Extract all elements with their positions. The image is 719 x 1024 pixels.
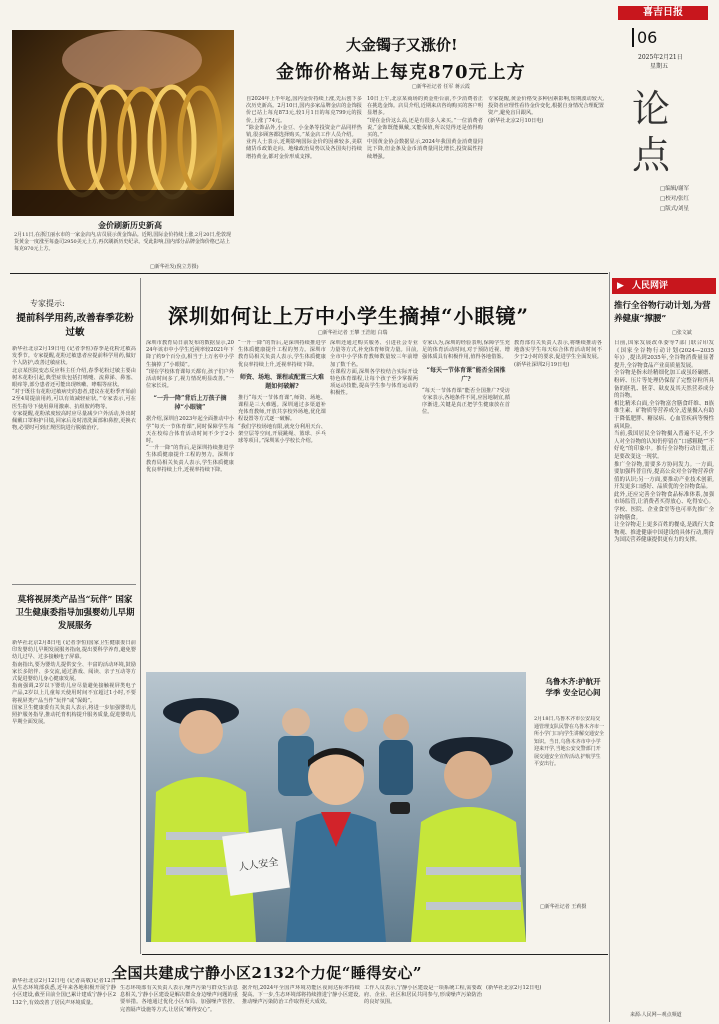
- left-column-body: 新华社北京2月19日电 (记者李恒)春季是花粉过敏高发季节。专家提醒,花粉过敏患者应提前科学用药,做好个人防护,改善过敏症状。 北京某医院变态反应科主任介绍,春季花粉过敏主要由树木花粉引起,典型症状包括打喷嚏、流鼻涕、鼻塞、眼痒等,部分患者还可能出现咳嗽、哮喘等症状。 “对于既往有花粉过敏病史的患者,建议在花粉季开始前2至4周提前用药,可以有效减轻症状。”专家表示,可在医生指导下使用鼻用激素、抗组胺药物等。 专家提醒,花粉浓度较高时应尽量减少户外活动,外出时佩戴口罩和护目镜,回家后及时清洗面部和鼻腔,更换衣物,必要时可到正规医院进行脱敏治疗。: [12, 346, 136, 432]
- bottom-story-col-4: 工作人员表示,宁静小区建设是一项系统工程,需要政府、企业、社区和居民共同参与,形成噪声污染防治的良好氛围。: [364, 985, 482, 1006]
- main-story-subhead-2: 师资、场地、课程或配置三大难题如何破解?: [239, 373, 324, 390]
- bottom-story-col-5: (新华社北京2月12日电): [486, 985, 542, 991]
- photo-caption: 2月18日,乌鲁木齐市公安局交通管理支队民警在乌鲁木齐市一所小学门口向学生讲解交通安全知识。当日,乌鲁木齐市中小学迎来开学,当地公安交警部门开展交通安全宣传活动,护航学生平安出行。: [534, 716, 604, 767]
- bottom-story-col-3: 据介绍,2024年全国声环境功能区夜间达标率持续提高。下一步,生态环境部将持续推进宁静小区建设,推动噪声污染防治工作取得更大成效。: [242, 985, 360, 1006]
- main-story-byline: □新华社记者 王攀 王浩旭 白瑞: [318, 330, 388, 336]
- main-story-col-4: 专家认为,深圳的经验表明,保障学生充足的体育活动时间,对于预防近视、增强体质具有积极作用,值得各地借鉴。 “每天一节体育课”能否全国推广? “每天一节体育课”能否全国推广?受访专家表示,各地条件不同,应因地制宜,循序渐进,关键是真正把学生健康放在首位。: [422, 340, 510, 416]
- left-vertical-divider: [140, 278, 141, 954]
- right-column-source: 来源:人民网—观点频道: [630, 1012, 682, 1018]
- left-column-2-title: 莫将视屏类产品当“玩伴” 国家卫生健康委指导加强婴幼儿早期发展服务: [15, 595, 135, 631]
- issue-date: 2025年2月21日: [638, 54, 683, 61]
- top-story-kicker: 大金镯子又涨价!: [346, 36, 458, 54]
- gold-photo-caption: 2月11日,在浙江丽水市的一家金店内,店员展示黄金饰品。近期,国际金价持续上涨,2月20日,伦敦现货黄金一度涨至每盎司2950美元上方,再次刷新历史纪录。受此影响,国内部分品牌金饰价格已站上每克870元上方。: [14, 232, 232, 252]
- main-story-col-3: 深圳还通过购买服务、引进社会专业力量等方式,补充体育师资力量。目前,全市中小学体育教师数量较三年前增加了数千名。 在课程方面,深圳各学校结合实际开设特色体育课程,让每个孩子至少掌握两项运动技能,提高学生参与体育运动的积极性。: [330, 340, 418, 397]
- main-story-col-1: 深圳市教育局日前发布的数据显示,2024年该市中小学生近视率较2021年下降了约9个百分点,相当于上万名中小学生摘掉了“小眼镜”。 “现在学校体育课每天都有,孩子们户外活动时间多了,视力情况明显改善。”一位家长说。 “一升一降”背后上万孩子摘掉“小眼镜” 据介绍,深圳自2023年起全面推动中小学“每天一节体育课”,同时保障学生每天在校综合体育活动时间不少于2小时。 “一升一降”的背后,是深圳持续推进学生体质健康提升工程的努力。深圳市教育局相关负责人表示,学生体质健康优良率持续上升,近视率持续下降。: [146, 340, 234, 473]
- left-column-2-body: 新华社北京2月8日电 (记者李恒)国家卫生健康委日前印发婴幼儿早期发展服务指南,提出要科学养育,避免婴幼儿过早、过多接触电子屏幕。 指南指出,要为婴幼儿提供安全、丰富的活动环境,鼓励家长多陪伴、多交流,通过游戏、阅读、亲子互动等方式促进婴幼儿身心健康发展。 指南强调,2岁以下婴幼儿应尽量避免接触视屏类电子产品,2岁以上儿童每天使用时间不宜超过1小时,不要将视屏类产品当作“玩伴”或“保姆”。 国家卫生健康委有关负责人表示,将进一步加强婴幼儿照护服务指导,推动托育机构提升服务质量,促进婴幼儿早期全面发展。: [12, 640, 136, 726]
- main-story-col-2: “一升一降”的背后,是深圳持续推进学生体质健康提升工程的努力。深圳市教育局相关负责人表示,学生体质健康优良率持续上升,近视率持续下降。 师资、场地、课程或配置三大难题如何破解? 推行“每天一节体育课”,师资、场地、课程是三大难题。深圳通过多渠道补充体育教师,开放共享校外场地,优化课程设置等方式逐一破解。 “我们学校场地有限,就充分利用天台、架空层等空间,开展跳绳、篮球、乒乓球等项目。”深圳某小学校长介绍。: [238, 340, 326, 445]
- sign-text: 人人安全: [237, 856, 280, 874]
- main-story-subhead-1: “一升一降”背后上万孩子摘掉“小眼镜”: [153, 395, 227, 412]
- section-title: 论点: [632, 87, 673, 177]
- traffic-police-photo: [146, 672, 526, 942]
- left-column-title: 提前科学用药,改善春季花粉过敏: [16, 313, 134, 338]
- right-column-byline: □张文斌: [672, 330, 692, 336]
- top-story-title: 金饰价格站上每克870元上方: [276, 62, 526, 83]
- banner-arrow-icon: ▶: [617, 281, 624, 291]
- left-column-divider: [12, 584, 136, 585]
- gold-photo-caption-title: 金价刷新历史新高: [98, 220, 162, 230]
- bottom-divider: [142, 954, 608, 955]
- main-story-title: 深圳如何让上万中小学生摘掉“小眼镜”: [168, 304, 530, 328]
- masthead: [610, 6, 714, 266]
- bottom-story-col-1: 新华社北京2月12日电 (记者高敬)记者12日从生态环境部获悉,近年来各地积极开展宁静小区建设,截至目前全国已累计建成宁静小区2132个,有效改善了居民声环境质量。: [12, 978, 116, 1006]
- top-story-byline: □新华社记者 任军 蒋云霞: [412, 84, 470, 90]
- bottom-story-col-2: 生态环境部有关负责人表示,噪声污染与群众生活息息相关,宁静小区建设是解决群众身边噪声问题的重要举措。各地通过优化小区布局、加强噪声管控、完善隔声设施等方式,让居民“睡得安心”。: [120, 985, 238, 1013]
- brand-logo: 喜吉日报: [618, 6, 708, 20]
- bangle-illustration: [12, 30, 234, 216]
- bottom-story-title: 全国共建成宁静小区2132个力促“睡得安心”: [112, 964, 423, 982]
- gold-jewelry-photo: [12, 30, 234, 216]
- issue-weekday: 星期五: [650, 63, 669, 70]
- page-number: 06: [632, 28, 657, 47]
- top-story-col-1: 自2024年上半年起,国内金价持续上涨,先后创下多次历史新高。2月10日,国内多家品牌金店的金饰报价已站上每克873元,较1月1日的每克799元的报价,上涨了74元。 “除金饰品外,小金豆、小金条等投资金产品同样热销,很多顾客都选择购买。”某金店工作人员介绍。 业内人士表示,近期影响国际金价的因素较多,美联储货币政策走向、地缘政治局势以及各国央行持续增持黄金,都对金价形成支撑。: [246, 96, 362, 160]
- gold-photo-credit: □新华社发(倪立芳摄): [150, 264, 199, 270]
- top-story-col-2: 10日上午,北京某商场的黄金柜台前,不少消费者正在挑选金饰。店员介绍,近期来店咨询购买的客户明显增多。 “现在金价这么高,还是有很多人来买。”一位消费者说,“金饰既能佩戴,又能保值,所以觉得还是值得购买的。” 中国黄金协会数据显示,2024年我国黄金消费量同比下降,但金条及金币消费量同比增长,投资属性持续增强。: [367, 96, 483, 160]
- photo-caption-title: 乌鲁木齐:护航开学季 安全记心间: [545, 677, 601, 697]
- right-column-title: 推行全谷物行动计划,为营养健康“撑腰”: [614, 301, 711, 324]
- photo-credit: □新华社记者 王莉摄: [540, 904, 587, 910]
- main-story-col-5: 教育部有关负责人表示,将继续推动各地落实学生每天综合体育活动时间不少于2小时的要求,促进学生全面发展。 (新华社深圳2月19日电): [514, 340, 602, 368]
- right-vertical-divider: [609, 272, 610, 1022]
- police-and-students-illustration: [146, 672, 526, 942]
- main-story-subhead-3: “每天一节体育课”能否全国推广?: [426, 366, 506, 383]
- right-column-banner: [612, 278, 716, 294]
- right-column-body: 日前,国家发展改革委等7部门联合印发《国家全谷物行动计划(2024—2035年)》,提出到2035年,全谷物消费量显著提升,全谷物食品产业高质量发展。 全谷物是指未经精细化加工或虽经碾磨、粉碎、压片等处理仍保留了完整谷粒所具备的胚乳、胚芽、麸皮及其天然营养成分的谷物。 相比精米白面,全谷物富含膳食纤维、B族维生素、矿物质等营养成分,适量摄入有助于降低肥胖、糖尿病、心血管疾病等慢性病风险。 当前,我国居民全谷物摄入普遍不足,不少人对全谷物的认知仍停留在“口感粗糙”“不好吃”的印象中。推行全谷物行动计划,正是要改变这一现状。 推广全谷物,需要多方协同发力。一方面,要加强科普宣传,提高公众对全谷物营养价值的认识;另一方面,要推动产业技术创新,开发更多口感好、品质优的全谷物食品。 此外,还应完善全谷物食品标准体系,加强市场监管,让消费者买得放心、吃得安心。学校、医院、企业食堂等也可率先推广全谷物膳食。 让全谷物走上更多百姓的餐桌,是践行大食物观、推进健康中国建设的具体行动,期待为国民营养健康提供更有力的支撑。: [614, 340, 714, 544]
- right-column-label: 人民网评: [632, 281, 669, 291]
- top-divider: [10, 273, 608, 274]
- editor-list: □编辑/谢军 □校对/张红 □版式/刘星: [660, 186, 690, 212]
- left-column-label: 专家提示:: [30, 299, 65, 308]
- top-story-col-3: 专家提醒,黄金价格受多种因素影响,短期波动较大,投资者应理性看待金价变化,根据自身情况合理配置资产,避免盲目跟风。 (新华社北京2月10日电): [488, 96, 604, 124]
